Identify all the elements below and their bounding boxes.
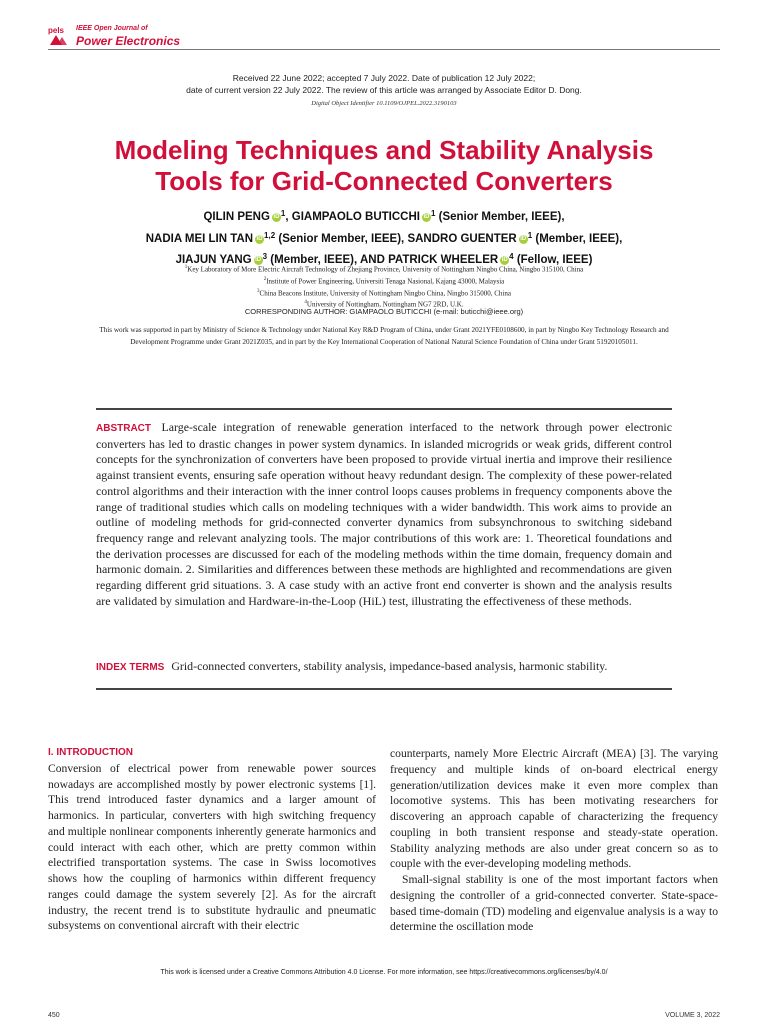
- author-affil-sup: 1: [527, 230, 533, 240]
- author-line-1: [60, 205, 708, 227]
- affiliations: [60, 263, 708, 310]
- journal-name: Power Electronics: [76, 34, 181, 48]
- author-affil-sup: 4: [509, 252, 514, 261]
- index-terms-label: INDEX TERMS: [96, 662, 165, 673]
- page-number: 450: [48, 1012, 60, 1019]
- author-affil-sup: 1: [280, 209, 286, 218]
- author-line-2: [60, 227, 708, 249]
- license-notice: This work is licensed under a Creative Commons Attribution 4.0 License. For more information, see https://creativecommons.org/licenses/by/4.0/: [160, 969, 608, 976]
- title-line-2: Tools for Grid-Connected Converters: [155, 166, 613, 196]
- author-role: (Member, IEEE),: [535, 232, 623, 245]
- orcid-icon[interactable]: iD: [520, 235, 527, 242]
- abstract-bottom-divider: [96, 688, 672, 690]
- index-terms-text: Grid-connected converters, stability analysis, impedance-based analysis, harmonic stability.: [171, 659, 608, 673]
- body-column-right: [390, 746, 718, 935]
- section-heading: I. INTRODUCTION: [48, 747, 133, 758]
- author-name: JIAJUN YANG: [175, 254, 252, 266]
- abstract-label: ABSTRACT: [96, 423, 151, 434]
- author-name: , GIAMPAOLO BUTICCHI: [285, 211, 420, 223]
- body-paragraph: Small-signal stability is one of the most important factors when designing the controller of a grid-connected converter. State-space-based time-domain (TD) modeling and eigenvalue analysis is a way to determine the oscillation mode: [390, 873, 718, 934]
- affiliation-item: $^4$University of Nottingham, Nottingham NG7 2RD, U.K.: [304, 300, 464, 309]
- doi: Digital Object Identifier 10.1109/OJPEL.2022.3190103: [311, 100, 457, 107]
- author-affil-sup: 3: [262, 252, 268, 261]
- author-role: (Member, IEEE), AND PATRICK WHEELER: [270, 254, 499, 266]
- funding-statement: This work was supported in part by Ministry of Science & Technology under National Key R&D Program of China, under Grant 2021YFE0108600, in part by Ningbo Key Technology Research and Development Programme under Grant 2021Z035, and in part by the Key International Cooperation of National Natural Science Foundation of China under Grant 51920105011.: [99, 326, 669, 346]
- abstract-top-divider: [96, 408, 672, 410]
- orcid-icon[interactable]: iD: [255, 257, 262, 263]
- affiliation-item: $^3$China Beacons Institute, University of Nottingham Ningbo China, Ningbo 315000, China: [257, 288, 511, 297]
- abstract: [96, 420, 672, 609]
- body-paragraph: Conversion of electrical power from renewable power sources nowadays are accomplished mostly by power electronic systems [1]. This trend introduced faster dynamics and a larger amount of harmonics. In particular, converters with high switching frequency and multiple nonlinear components inherently generate harmonics and could interact with each other, which are pretty common within electrified transportation systems. The case in Swiss locomotives shows how the coupling of harmonics within different frequency ranges could damage the system severely [2]. As for the aircraft industry, the recent trend is to substitute hydraulic and pneumatic subsystems on conventional aircraft with their electric: [48, 761, 376, 933]
- orcid-icon[interactable]: iD: [256, 235, 263, 242]
- author-list: [60, 205, 708, 270]
- received-info: [48, 72, 720, 96]
- journal-header: [48, 22, 720, 50]
- received-line-1: Received 22 June 2022; accepted 7 July 2022. Date of publication 12 July 2022;: [232, 73, 536, 83]
- author-role: (Fellow, IEEE): [516, 254, 593, 266]
- author-name: QILIN PENG: [203, 211, 270, 223]
- body-paragraph: counterparts, namely More Electric Aircraft (MEA) [3]. The varying frequency and multiple kinds of on-board electrical energy generation/utilization devices make it even more complex than locomotive systems. This has been motivating researchers for discovering an approach capable of characterizing the frequency coupling in both transient response and steady-state operation. Stability analyzing methods are also under great concern so as to couple with the ever-developing modeling methods.: [390, 747, 718, 871]
- header-divider: [48, 49, 720, 50]
- journal-name-small: IEEE Open Journal of: [76, 25, 148, 32]
- body-column-left: [48, 745, 376, 934]
- orcid-icon[interactable]: iD: [501, 257, 508, 263]
- orcid-icon[interactable]: iD: [423, 214, 430, 220]
- volume-info: VOLUME 3, 2022: [665, 1012, 720, 1019]
- affiliation-item: $^2$Institute of Power Engineering, Universiti Tenaga Nasional, Kajang 43000, Malaysia: [263, 276, 505, 286]
- author-affil-sup: 1: [430, 209, 436, 218]
- svg-text:pels: pels: [48, 26, 65, 35]
- pels-logo-icon: [48, 24, 70, 46]
- author-affil-sup: 1,2: [264, 230, 276, 240]
- index-terms: [96, 659, 672, 675]
- author-name: NADIA MEI LIN TAN: [145, 232, 254, 245]
- affiliation-item: $^1$Key Laboratory of More Electric Aircraft Technology of Zhejiang Province, University of Nottingham Ningbo China, Ningbo 315100, China: [184, 265, 584, 274]
- orcid-icon[interactable]: iD: [273, 214, 280, 220]
- author-role: (Senior Member, IEEE), SANDRO GUENTER: [278, 232, 517, 245]
- abstract-text: Large-scale integration of renewable generation interfaced to the network through power electronic converters has led to drastic changes in power system dynamics. In islanded microgrids or weak grids, different control concepts for the synchronization of converters have been proposed to provide virtual inertia and improve their resilience against transient events, ensuring safe operation without heavy redundant design. The complexity of these power-related control algorithms and their interaction with the inner control loops causes problems in frequency components above the range of traditional studies which calls on modeling techniques with a wider bandwidth. This work aims to provide an outline of modeling methods for grid-connected converter dynamics from subsynchronous to switching sideband frequency range and relevant analyzing tools. The major contributions of this work are: 1. Theoretical foundations and the derivation processes are discussed for each of the modeling methods within the time domain, frequency domain and harmonic domain. 2. Similarities and differences between these methods are highlighted and recommendations are given regarding different grid situations. 3. A case study with an active front end converter is shown and the analysis results are validated by simulation and Hardware-in-the-Loop (HiL) test, illustrating the effectiveness of these methods.: [96, 420, 672, 608]
- author-role: (Senior Member, IEEE),: [438, 211, 565, 223]
- title-line-1: Modeling Techniques and Stability Analysis: [114, 135, 654, 165]
- received-line-2: date of current version 22 July 2022. The review of this article was arranged by Associate Editor D. Dong.: [186, 85, 582, 95]
- corresponding-author: CORRESPONDING AUTHOR: GIAMPAOLO BUTICCHI (e-mail: buticchi@ieee.org): [244, 307, 524, 316]
- paper-title: [48, 135, 720, 197]
